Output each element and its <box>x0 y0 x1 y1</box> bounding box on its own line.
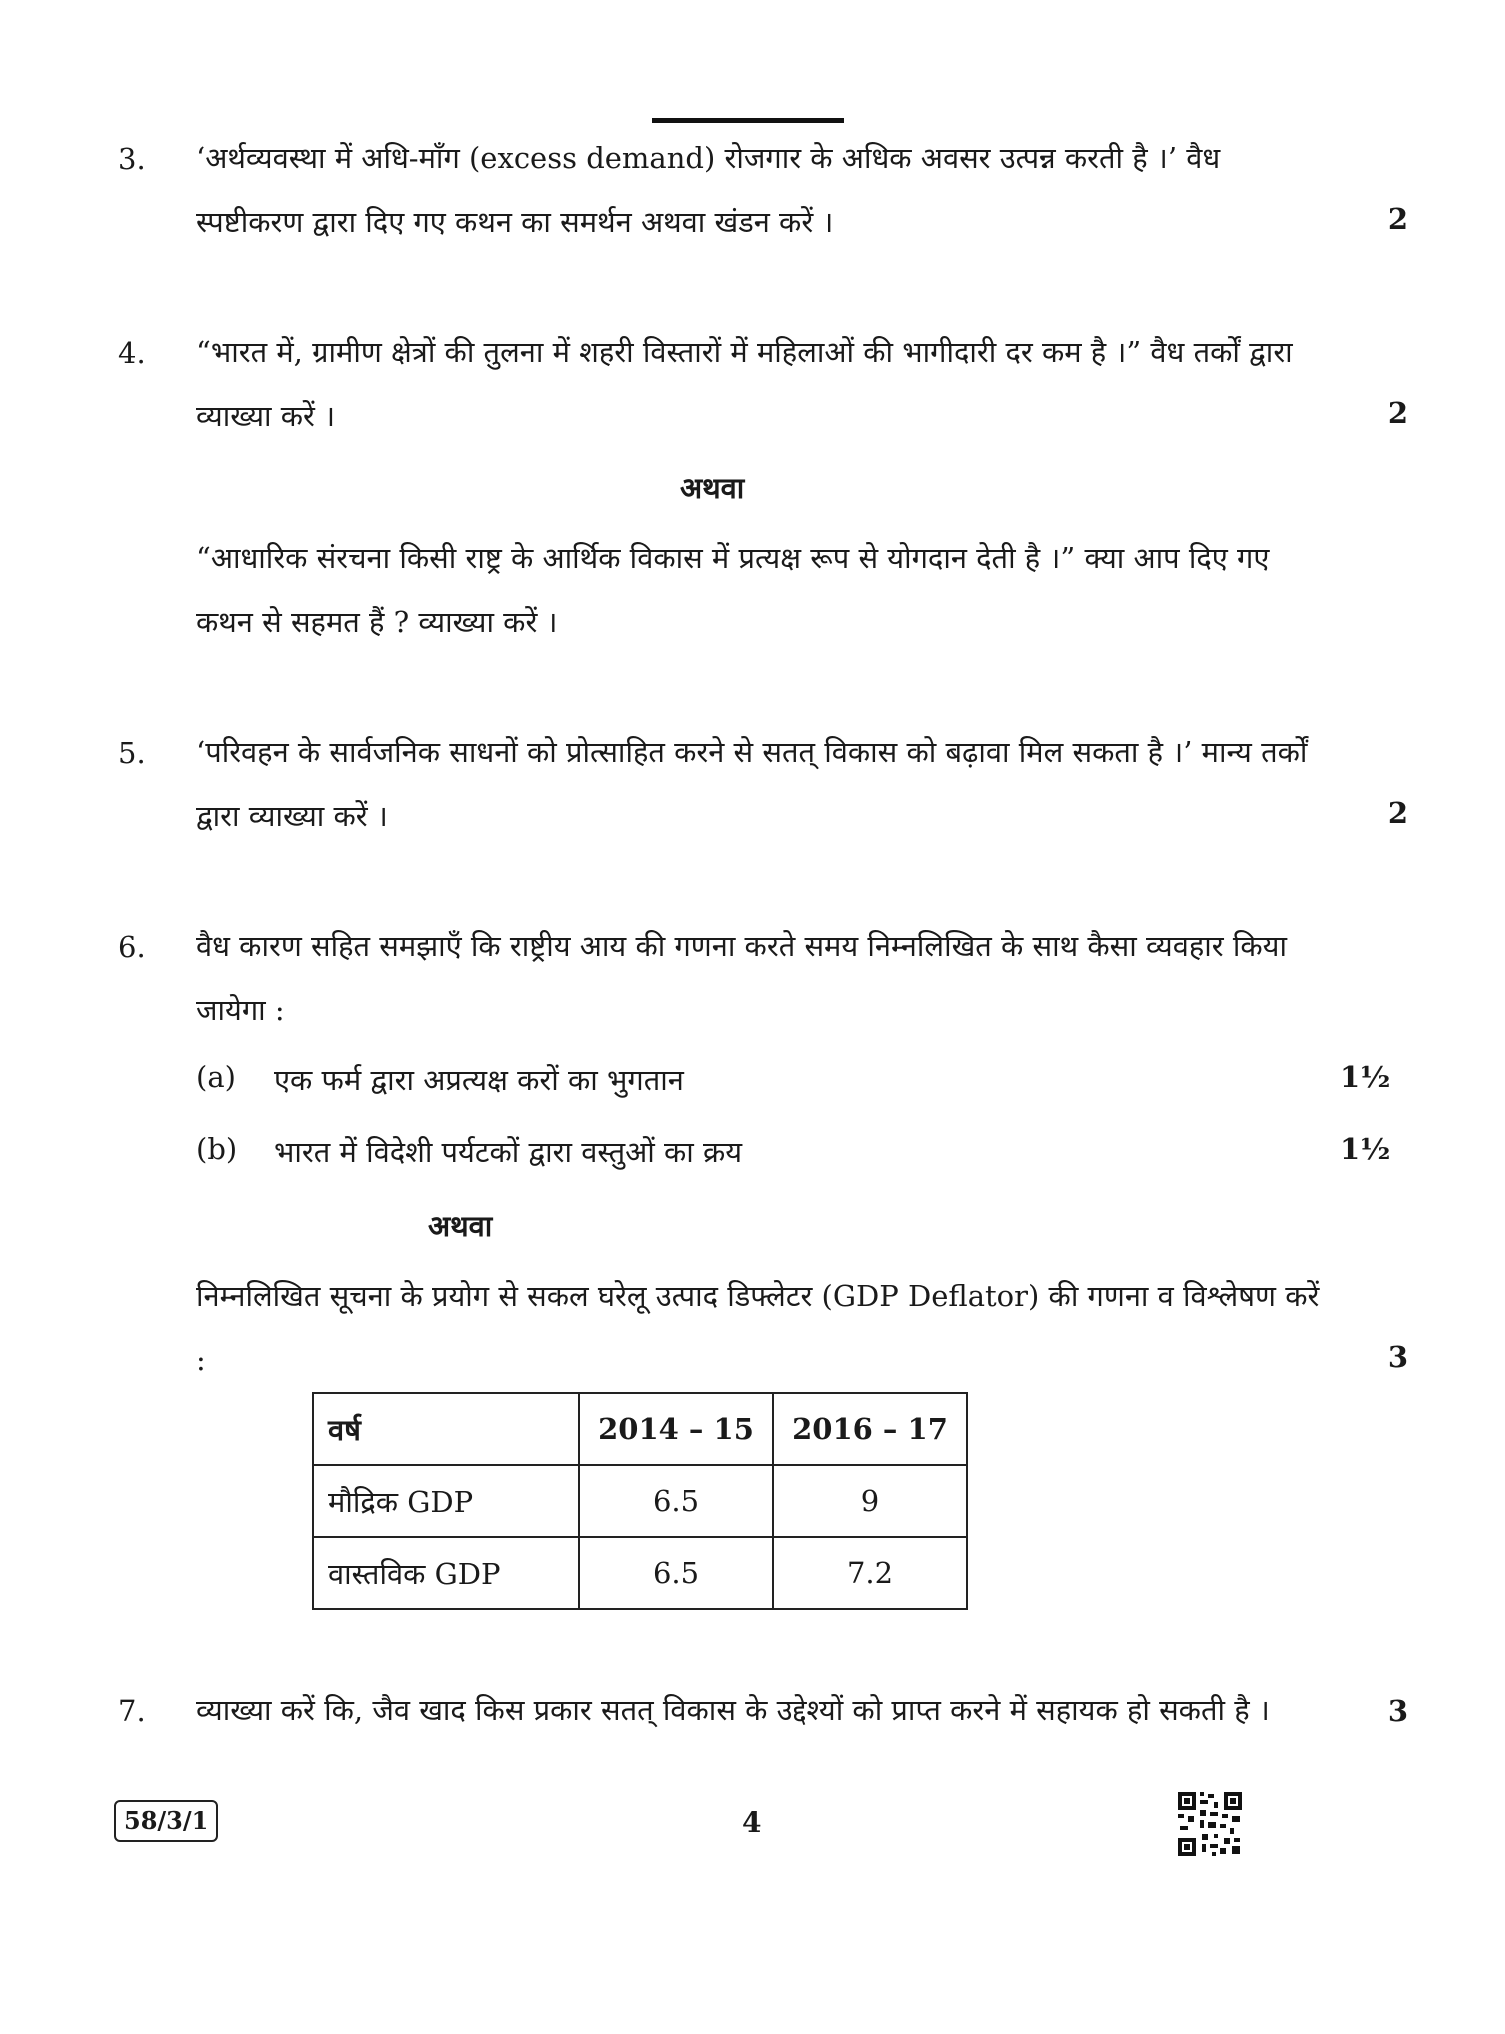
table-header-cell: 2014 – 15 <box>579 1393 773 1465</box>
question-marks: 2 <box>1387 796 1408 830</box>
question-number: 4. <box>118 336 146 370</box>
table-cell: 6.5 <box>579 1537 773 1609</box>
part-b-marks: 1½ <box>1340 1132 1391 1166</box>
part-a-label: (a) <box>196 1060 236 1094</box>
alternative-marks: 3 <box>1387 1340 1408 1374</box>
question-marks: 2 <box>1387 202 1408 236</box>
table-header-row <box>313 1393 967 1465</box>
alternative-text: “आधारिक संरचना किसी राष्ट्र के आर्थिक विकास में प्रत्यक्ष रूप से योगदान देती है ।” क्या आप दिए गए कथन से सहमत हैं ? व्याख्या करें । <box>196 541 1270 639</box>
part-a-text: एक फर्म द्वारा अप्रत्यक्ष करों का भुगतान <box>274 1063 684 1097</box>
question-text: ‘परिवहन के सार्वजनिक साधनों को प्रोत्साहित करने से सतत् विकास को बढ़ावा मिल सकता है ।’ मान्य तर्कों द्वारा व्याख्या करें । <box>196 735 1308 833</box>
question-text: ‘अर्थव्यवस्था में अधि-माँग (excess demand) रोजगार के अधिक अवसर उत्पन्न करती है ।’ वैध स्पष्टीकरण द्वारा दिए गए कथन का समर्थन अथवा खंडन करें । <box>196 141 1221 239</box>
part-a-marks: 1½ <box>1340 1060 1391 1094</box>
question-number: 5. <box>118 736 146 770</box>
table-cell: मौद्रिक GDP <box>313 1465 579 1537</box>
qr-code-icon <box>1176 1790 1244 1858</box>
paper-code: 58/3/1 <box>114 1800 218 1842</box>
question-number: 7. <box>118 1694 146 1728</box>
table-header-cell: 2016 – 17 <box>773 1393 967 1465</box>
part-b-label: (b) <box>196 1132 238 1166</box>
question-number: 6. <box>118 930 146 964</box>
alternative-text: निम्नलिखित सूचना के प्रयोग से सकल घरेलू उत्पाद डिफ्लेटर (GDP Deflator) की गणना व विश्लेषण करें : <box>196 1279 1320 1377</box>
question-text: व्याख्या करें कि, जैव खाद किस प्रकार सतत् विकास के उद्देश्यों को प्राप्त करने में सहायक हो सकती है । <box>196 1693 1270 1727</box>
table-cell: 9 <box>773 1465 967 1537</box>
question-text: “भारत में, ग्रामीण क्षेत्रों की तुलना में शहरी विस्तारों में महिलाओं की भागीदारी दर कम है ।” वैध तर्कों द्वारा व्याख्या करें । <box>196 335 1293 433</box>
page-number: 4 <box>742 1806 762 1839</box>
table-row <box>313 1537 967 1609</box>
table-cell: वास्तविक GDP <box>313 1537 579 1609</box>
top-rule <box>652 118 844 123</box>
question-number: 3. <box>118 142 146 176</box>
question-marks: 2 <box>1387 396 1408 430</box>
question-text: वैध कारण सहित समझाएँ कि राष्ट्रीय आय की गणना करते समय निम्नलिखित के साथ कैसा व्यवहार किया जायेगा : <box>196 929 1287 1027</box>
or-label: अथवा <box>680 471 745 505</box>
table-header-cell: वर्ष <box>313 1393 579 1465</box>
gdp-table <box>312 1392 968 1610</box>
part-b-text: भारत में विदेशी पर्यटकों द्वारा वस्तुओं का क्रय <box>274 1135 743 1169</box>
question-marks: 3 <box>1387 1694 1408 1728</box>
table-cell: 6.5 <box>579 1465 773 1537</box>
table-cell: 7.2 <box>773 1537 967 1609</box>
table-row <box>313 1465 967 1537</box>
or-label: अथवा <box>428 1209 493 1243</box>
